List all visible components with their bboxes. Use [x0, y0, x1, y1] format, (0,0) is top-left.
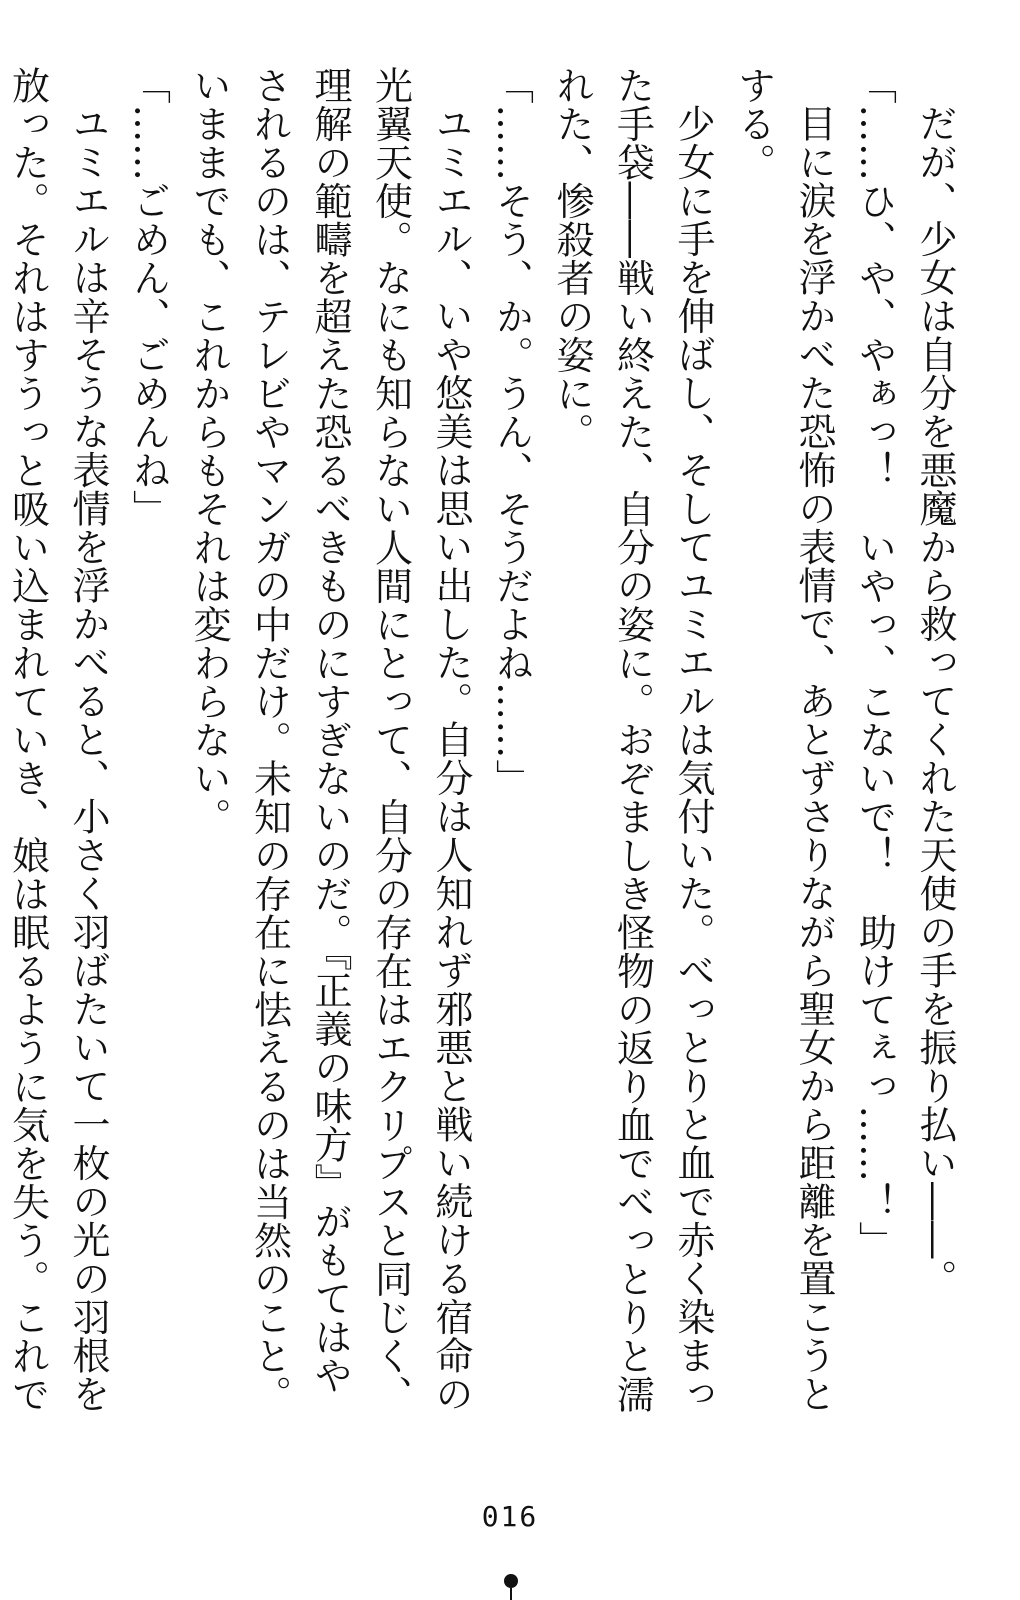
- page-marker-line: [510, 1588, 512, 1600]
- page-marker-dot: [504, 1574, 518, 1588]
- paragraph: 「……そう、か。うん、そうだよね……」: [489, 66, 534, 798]
- body-text: [5, 66, 965, 1422]
- paragraph: だが、少女は自分を悪魔から救ってくれた天使の手を振り払い――。: [913, 104, 957, 1298]
- paragraph: 「……ひ、や、やぁっ！ いやっ、こないで！ 助けてぇっ……！」: [852, 66, 897, 1260]
- paragraph: 「……ごめん、ごめんね」: [126, 66, 171, 528]
- page-number: 016: [481, 1500, 539, 1533]
- paragraph: 少女に手を伸ばし、そしてユミエルは気付いた。べっとりと血で赤く染まった手袋――戦い終えた、自分の姿に。おぞましき怪物の返り血でべっとりと濡れた、惨殺者の姿に。: [550, 66, 715, 1414]
- paragraph: ユミエル、いや悠美は思い出した。自分は人知れず邪悪と戦い続ける宿命の光翼天使。なにも知らない人間にとって、自分の存在はエクリプスと同じく、理解の範疇を超えた恐るべきものにすぎないのだ。『正義の味方』がもてはやされるのは、テレビやマンガの中だけ。未知の存在に怯えるのは当然のこと。いままでも、これからもそれは変わらない。: [187, 66, 473, 1414]
- paragraph: ユミエルは辛そうな表情を浮かべると、小さく羽ばたいて一枚の光の羽根を放った。それはすうっと吸い込まれていき、娘は眠るように気を失う。これで: [5, 66, 110, 1414]
- paragraph: 目に涙を浮かべた恐怖の表情で、あとずさりながら聖女から距離を置こうとする。: [731, 66, 836, 1413]
